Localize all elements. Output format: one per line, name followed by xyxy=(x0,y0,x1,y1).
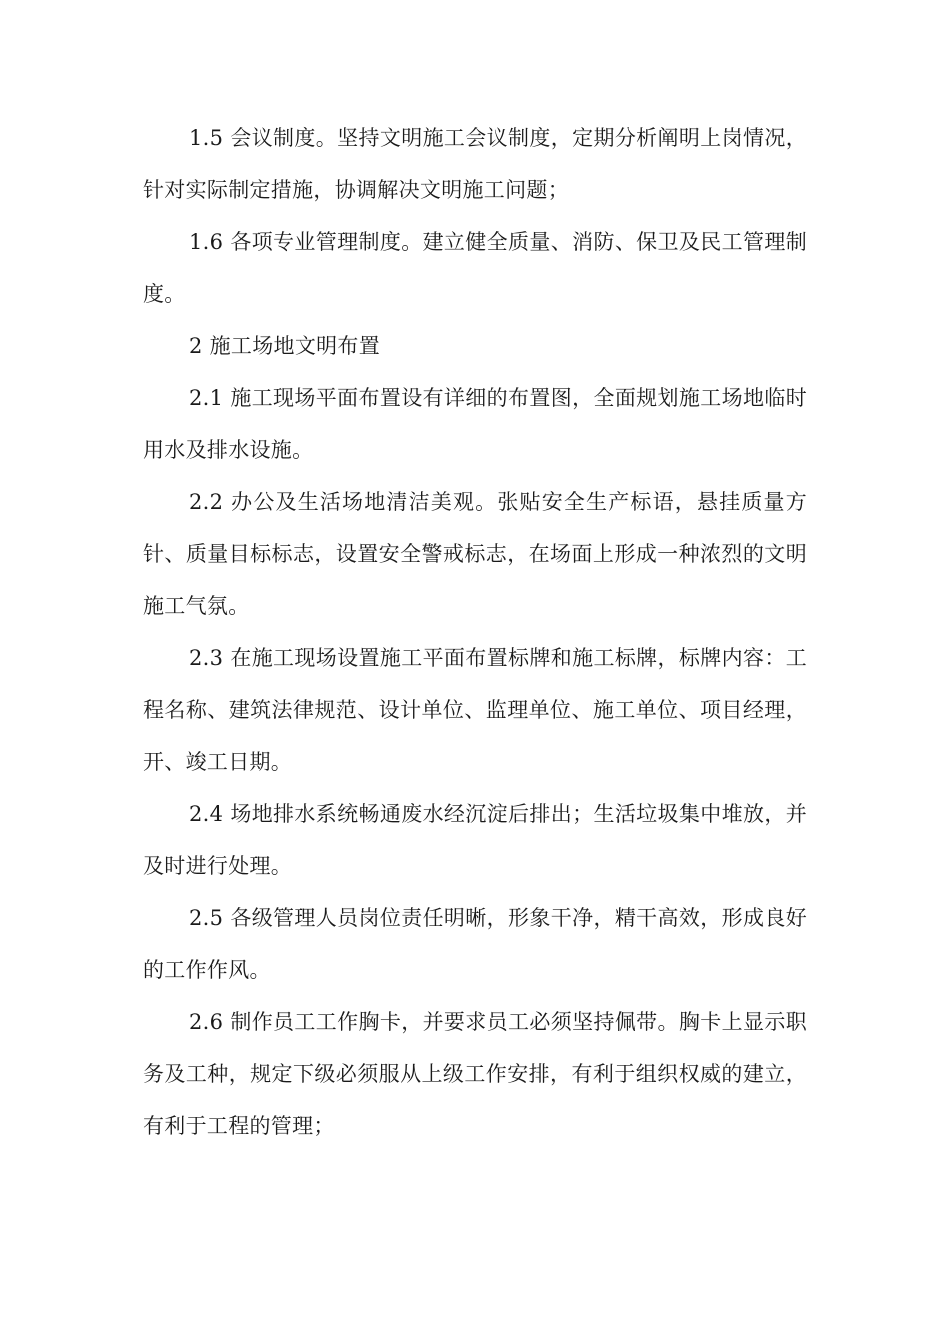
section-heading-2-site-layout: 2 施工场地文明布置 xyxy=(189,334,381,358)
paragraph-2-4-drainage: 2.4 场地排水系统畅通废水经沉淀后排出；生活垃圾集中堆放，并及时进行处理。 xyxy=(143,802,807,878)
paragraph-1-6-management-system: 1.6 各项专业管理制度。建立健全质量、消防、保卫及民工管理制度。 xyxy=(143,230,807,306)
paragraph-2-3-site-signboards: 2.3 在施工现场设置施工平面布置标牌和施工标牌，标牌内容：工程名称、建筑法律规范、设计单位、监理单位、施工单位、项目经理，开、竣工日期。 xyxy=(143,646,807,774)
paragraph-2-5-staff-responsibility: 2.5 各级管理人员岗位责任明晰，形象干净，精干高效，形成良好的工作作风。 xyxy=(143,906,807,982)
paragraph-2-2-office-living-area: 2.2 办公及生活场地清洁美观。张贴安全生产标语，悬挂质量方针、质量目标标志，设置安全警戒标志，在场面上形成一种浓烈的文明施工气氛。 xyxy=(143,490,807,618)
paragraph-2-1-layout-plan: 2.1 施工现场平面布置设有详细的布置图，全面规划施工场地临时用水及排水设施。 xyxy=(143,386,807,462)
paragraph-2-6-work-badges: 2.6 制作员工工作胸卡，并要求员工必须坚持佩带。胸卡上显示职务及工种，规定下级必须服从上级工作安排，有利于组织权威的建立，有利于工程的管理； xyxy=(143,1010,807,1138)
paragraph-1-5-meeting-system: 1.5 会议制度。坚持文明施工会议制度，定期分析阐明上岗情况，针对实际制定措施，协调解决文明施工问题； xyxy=(143,126,807,202)
document-body xyxy=(143,112,807,1152)
